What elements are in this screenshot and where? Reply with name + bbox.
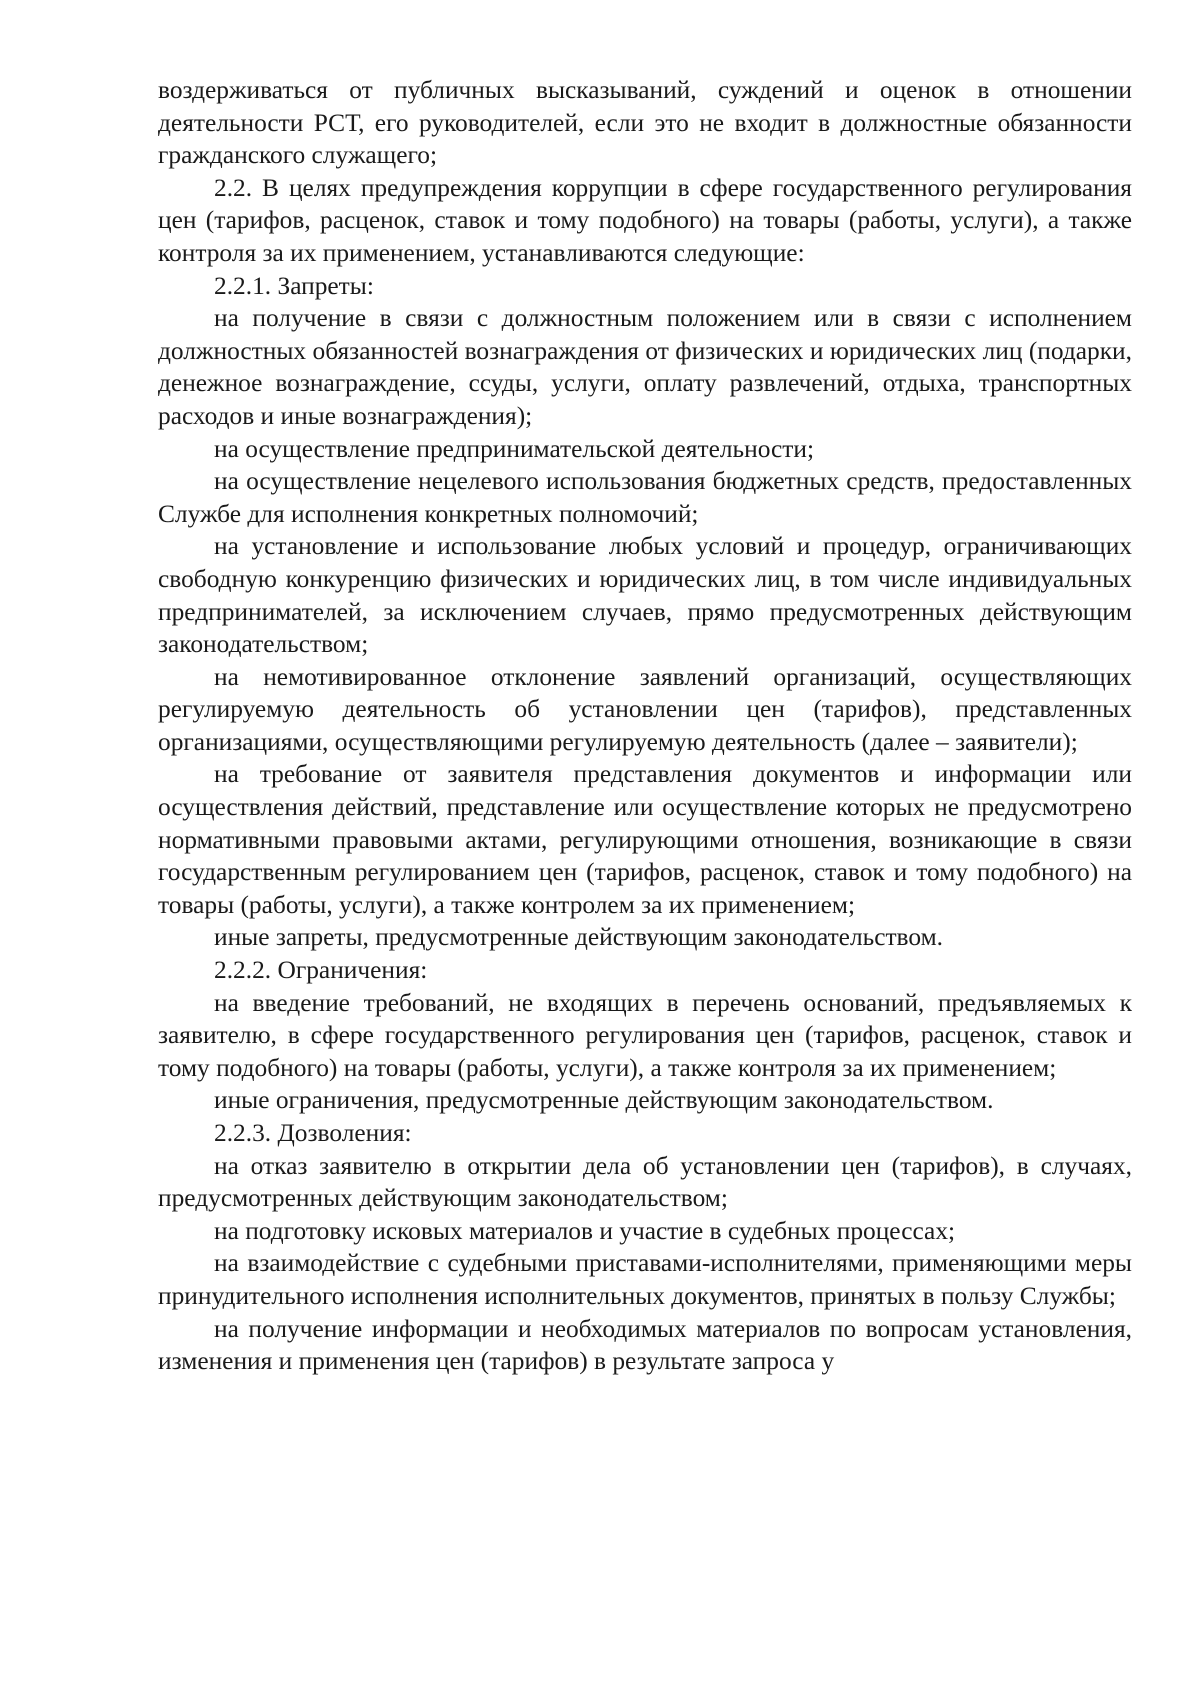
paragraph-permission-refusal: на отказ заявителю в открытии дела об установлении цен (тарифов), в случаях, предусмотренных действующим законодательством; <box>158 1151 1132 1213</box>
paragraph-permission-lawsuits: на подготовку исковых материалов и участие в судебных процессах; <box>214 1216 956 1245</box>
paragraph-prohibition-rewards: на получение в связи с должностным положением или в связи с исполнением должностных обязанностей вознаграждения от физических и юридических лиц (подарки, денежное вознаграждение, ссуды, услуги, оплату развлечений, отдыха, транспортных расходов и иные вознаграждения); <box>158 304 1132 430</box>
paragraph-prohibition-competition: на установление и использование любых условий и процедур, ограничивающих свободную конкуренцию физических и юридических лиц, в том числе индивидуальных предпринимателей, за исключением случаев, прямо предусмотренных действующим законодательством; <box>158 532 1132 659</box>
paragraph-permission-bailiffs: на взаимодействие с судебными приставами-исполнителями, применяющими меры принудительного исполнения исполнительных документов, принятых в пользу Службы; <box>158 1249 1132 1310</box>
heading-2-2-1: 2.2.1. Запреты: <box>214 271 374 300</box>
paragraph-restriction-other: иные ограничения, предусмотренные действующим законодательством. <box>214 1086 994 1115</box>
paragraph-prohibition-documents: на требование от заявителя представления документов и информации или осуществления действий, представление или осуществление которых не предусмотрено нормативными правовыми актами, регулирующими отношения, возникающие в связи государственным регулированием цен (тарифов, расценок, ставок и тому подобного) на товары (работы, услуги), а также контролем за их применением; <box>158 760 1132 919</box>
paragraph-continuation: воздерживаться от публичных высказываний, суждений и оценок в отношении деятельности РСТ, его руководителей, если это не входит в должностные обязанности гражданского служащего; <box>158 76 1132 170</box>
paragraph-prohibition-other: иные запреты, предусмотренные действующим законодательством. <box>214 923 943 952</box>
paragraph-prohibition-budget: на осуществление нецелевого использования бюджетных средств, предоставленных Службе для исполнения конкретных полномочий; <box>158 467 1132 528</box>
paragraph-restriction-requirements: на введение требований, не входящих в перечень оснований, предъявляемых к заявителю, в сфере государственного регулирования цен (тарифов, расценок, ставок и тому подобного) на товары (работы, услуги), а также контроля за их применением; <box>158 988 1132 1082</box>
document-body <box>158 74 1132 1378</box>
paragraph-prohibition-rejection: на немотивированное отклонение заявлений организаций, осуществляющих регулируемую деятельность об установлении цен (тарифов), представленных организациями, осуществляющими регулируемую деятельность (далее – заявители); <box>158 662 1132 756</box>
heading-2-2-2: 2.2.2. Ограничения: <box>214 956 428 985</box>
paragraph-prohibition-business: на осуществление предпринимательской деятельности; <box>214 434 815 463</box>
heading-2-2-3: 2.2.3. Дозволения: <box>214 1119 412 1147</box>
paragraph-2-2: 2.2. В целях предупреждения коррупции в сфере государственного регулирования цен (тарифов, расценок, ставок и тому подобного) на товары (работы, услуги), а также контроля за их применением, устанавливаются следующие: <box>158 173 1132 267</box>
paragraph-permission-information: на получение информации и необходимых материалов по вопросам установления, изменения и применения цен (тарифов) в результате запроса у <box>158 1314 1132 1376</box>
